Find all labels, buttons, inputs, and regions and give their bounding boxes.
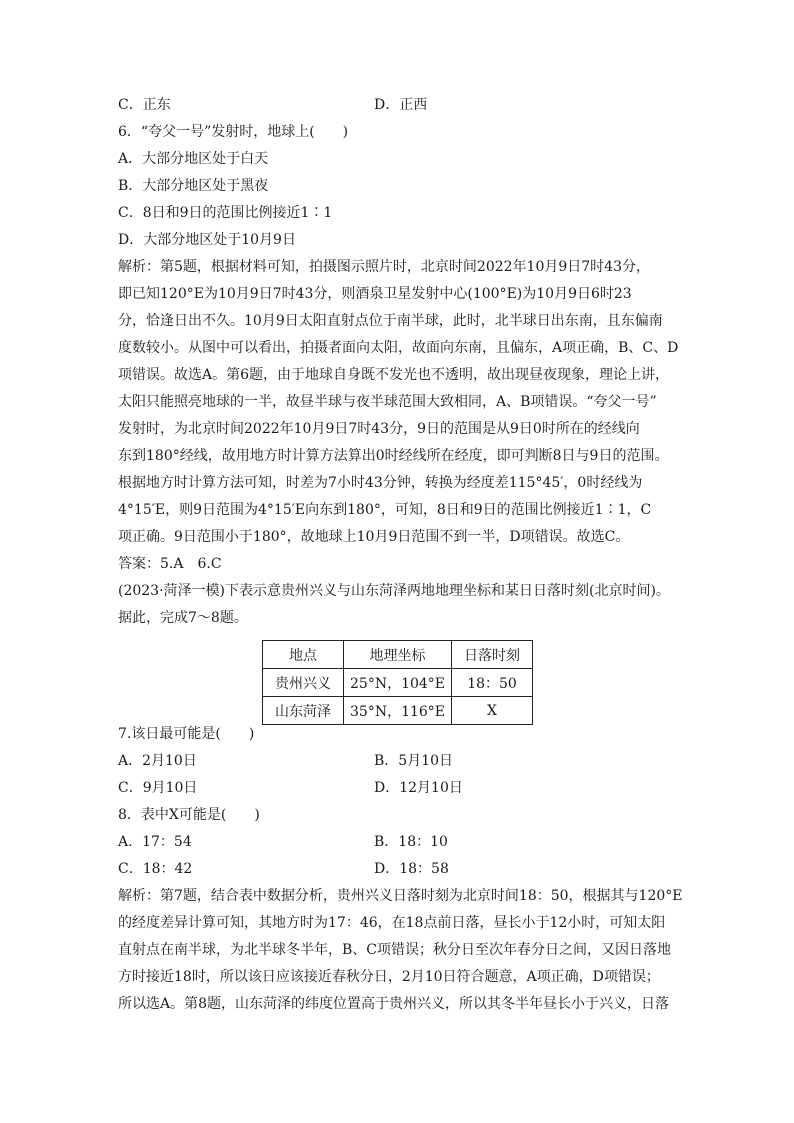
question-6-option-b: B．大部分地区处于黑夜 <box>118 178 269 194</box>
question-7-option-c: C．9月10日 <box>118 780 198 796</box>
answer-line: 答案：5.A 6.C <box>118 556 222 572</box>
question-8-option-a: A．17：54 <box>118 834 192 850</box>
question-7-option-d: D．12月10日 <box>374 780 463 796</box>
question-6: 6．“夸父一号”发射时，地球上( ) <box>118 124 349 140</box>
explanation-line: 发射时，为北京时间2022年10月9日7时43分，9日的范围是从9日0时所在的经线向 <box>118 421 640 437</box>
option-d: D．正西 <box>374 97 428 113</box>
explanation-line: 方时接近18时，所以该日应该接近春秋分日，2月10日符合题意，A项正确，D项错误； <box>118 969 660 985</box>
explanation-line: 4°15′E，则9日范围为4°15′E向东到180°，可知，8日和9日的范围比例接近1∶1，C <box>118 502 652 518</box>
explanation-line: 根据地方时计算方法可知，时差为7小时43分钟，转换为经度差115°45′，0时经线为 <box>118 475 643 491</box>
table-cell: X <box>452 697 533 725</box>
data-table <box>262 640 533 725</box>
table-row <box>263 697 533 725</box>
question-7-option-b: B．5月10日 <box>374 753 454 769</box>
table-cell: 35°N，116°E <box>344 697 452 725</box>
explanation-line: 太阳只能照亮地球的一半，故昼半球与夜半球范围大致相同，A、B项错误。“夸父一号” <box>118 394 657 410</box>
explanation-line: 解析：第5题，根据材料可知，拍摄图示照片时，北京时间2022年10月9日7时43分， <box>118 259 650 275</box>
material-intro: (2023·菏泽一模)下表示意贵州兴义与山东菏泽两地地理坐标和某日日落时刻(北京时间)。 <box>118 583 670 599</box>
table-header-cell: 日落时刻 <box>452 641 533 669</box>
table-cell: 25°N，104°E <box>344 669 452 697</box>
option-c: C．正东 <box>118 97 171 113</box>
table-header-cell: 地理坐标 <box>344 641 452 669</box>
question-6-option-c: C．8日和9日的范围比例接近1∶1 <box>118 205 333 221</box>
explanation-line: 分，恰逢日出不久。10月9日太阳直射点位于南半球，此时，北半球日出东南，且东偏南 <box>118 313 663 329</box>
explanation-line: 度数较小。从图中可以看出，拍摄者面向太阳，故面向东南，且偏东，A项正确，B、C、D <box>118 340 679 356</box>
question-8: 8．表中X可能是( ) <box>118 807 260 823</box>
question-8-option-d: D．18：58 <box>374 861 449 877</box>
table-cell: 18：50 <box>452 669 533 697</box>
table-header-row <box>263 641 533 669</box>
table-row <box>263 669 533 697</box>
question-6-option-a: A．大部分地区处于白天 <box>118 151 269 167</box>
explanation-line: 项错误。故选A。第6题，由于地球自身既不发光也不透明，故出现昼夜现象，理论上讲， <box>118 367 670 383</box>
explanation-line: 的经度差异计算可知，其地方时为17：46，在18点前日落，昼长小于12小时，可知太阳 <box>118 915 666 931</box>
table-header-cell: 地点 <box>263 641 344 669</box>
explanation-line: 即已知120°E为10月9日7时43分，则酒泉卫星发射中心(100°E)为10月9日6时23 <box>118 286 632 302</box>
table-cell: 山东菏泽 <box>263 697 344 725</box>
explanation-line: 解析：第7题，结合表中数据分析，贵州兴义日落时刻为北京时间18：50，根据其与120°E <box>118 888 683 904</box>
question-6-option-d: D．大部分地区处于10月9日 <box>118 232 296 248</box>
question-8-option-b: B．18：10 <box>374 834 448 850</box>
question-8-option-c: C．18：42 <box>118 861 193 877</box>
question-7-option-a: A．2月10日 <box>118 753 197 769</box>
question-7: 7.该日最可能是( ) <box>118 726 255 742</box>
explanation-line: 所以选A。第8题，山东菏泽的纬度位置高于贵州兴义，所以其冬半年昼长小于兴义，日落 <box>118 996 670 1012</box>
explanation-line: 东到180°经线，故用地方时计算方法算出0时经线所在经度，即可判断8日与9日的范围。 <box>118 448 669 464</box>
explanation-line: 项正确。9日范围小于180°，故地球上10月9日范围不到一半，D项错误。故选C。 <box>118 529 630 545</box>
table-cell: 贵州兴义 <box>263 669 344 697</box>
explanation-line: 直射点在南半球，为北半球冬半年，B、C项错误；秋分日至次年春分日之间，又因日落地 <box>118 942 671 958</box>
material-intro: 据此，完成7～8题。 <box>118 610 248 626</box>
